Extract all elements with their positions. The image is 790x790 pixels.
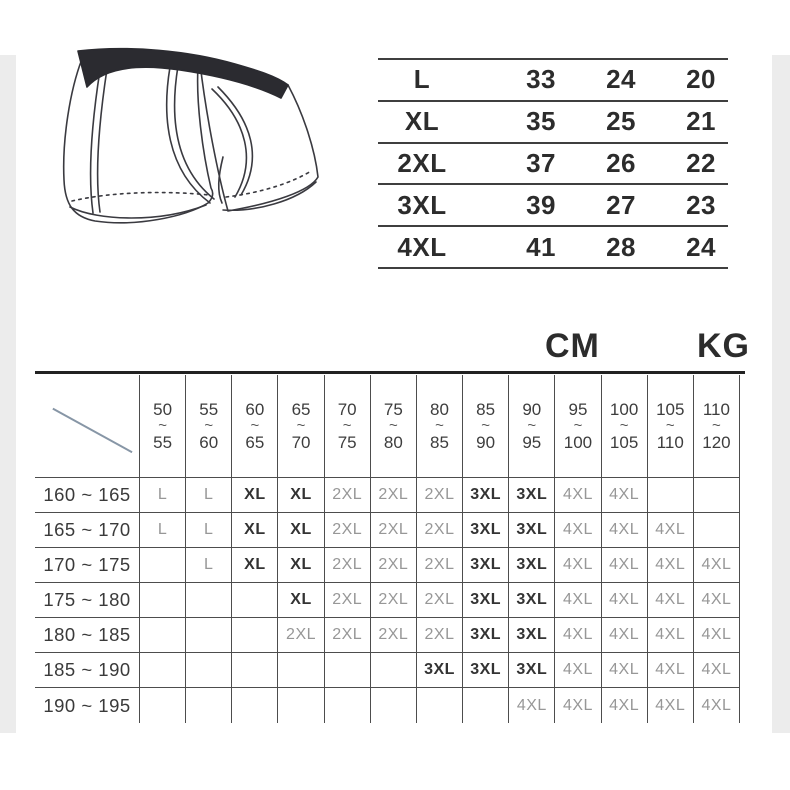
size-cell: XL [278,583,324,618]
weight-value: 50 [153,399,173,419]
size-cell: 4XL [602,618,648,653]
size-cell [186,688,232,723]
size-cell: 2XL [417,513,463,548]
weight-value: 95 [522,433,542,453]
size-cell: 4XL [555,513,601,548]
measurement-value: 22 [686,147,716,178]
size-cell: 4XL [555,548,601,583]
size-cell [232,653,278,688]
height-range-label: 190 ~ 195 [35,688,140,723]
size-cell: L [186,478,232,513]
size-cell: 2XL [417,548,463,583]
size-cell [140,583,186,618]
size-cell [371,653,417,688]
weight-range-header [694,375,740,478]
weight-value: 120 [702,433,731,453]
weight-value: 75 [337,433,357,453]
weight-value: 110 [656,433,684,453]
weight-range-header [648,375,694,478]
size-cell: XL [232,513,278,548]
weight-value: ~ [619,416,629,434]
size-cell: 4XL [555,618,601,653]
section-divider-line [35,371,745,374]
size-cell: 4XL [648,653,694,688]
size-cell: 4XL [602,653,648,688]
size-cell: 3XL [417,653,463,688]
weight-range-header [278,375,324,478]
measurement-value: 24 [606,64,636,95]
height-range-label: 180 ~ 185 [35,618,140,653]
size-cell: 3XL [509,548,555,583]
size-label: 2XL [397,147,447,178]
size-cell: 2XL [325,513,371,548]
size-cell: 4XL [602,548,648,583]
weight-value: ~ [665,416,675,434]
weight-value: ~ [342,416,352,434]
measurement-value: 20 [686,64,716,95]
diagonal-line [35,375,139,477]
weight-value: ~ [250,416,260,434]
weight-range-header [417,375,463,478]
size-label: XL [404,106,440,137]
size-cell: 3XL [509,653,555,688]
size-cell: 4XL [648,513,694,548]
size-cell: 4XL [648,548,694,583]
size-cell [140,653,186,688]
size-cell: 2XL [417,618,463,653]
weight-range-header [463,375,509,478]
spec-table-row [378,185,728,227]
weight-value: 100 [563,433,593,453]
right-gray-strip [772,55,790,733]
weight-range-header [509,375,555,478]
size-label: 3XL [397,189,447,220]
size-cell: 2XL [325,583,371,618]
size-cell [648,478,694,513]
weight-value: 65 [245,433,265,453]
size-cell [186,618,232,653]
weight-range-header [232,375,278,478]
weight-range-header [186,375,232,478]
size-cell: 4XL [602,688,648,723]
size-cell: 2XL [371,513,417,548]
weight-range-header [371,375,417,478]
size-cell: 4XL [648,618,694,653]
size-cell: 3XL [463,618,509,653]
weight-value: 100 [609,399,639,419]
weight-value: 80 [430,399,449,419]
size-cell [694,478,740,513]
weight-value: 70 [337,399,357,419]
weight-value: ~ [158,416,167,434]
size-cell: 2XL [417,478,463,513]
size-label: L [413,64,431,95]
spec-table-row [378,227,728,269]
measurement-value: 33 [526,64,556,95]
weight-value: 60 [199,433,219,453]
size-cell [325,653,371,688]
weight-value: 95 [568,399,588,419]
weight-value: ~ [435,416,444,434]
weight-range-header [555,375,601,478]
size-cell: 3XL [509,513,555,548]
weight-value: 110 [702,399,730,419]
size-cell: 2XL [325,548,371,583]
measurement-value: 35 [526,106,556,137]
weight-value: 80 [383,433,403,453]
size-cell [186,653,232,688]
measurement-value: 41 [526,231,556,262]
measurement-value: 25 [606,106,636,137]
size-cell: 3XL [463,583,509,618]
size-cell [325,688,371,723]
size-cell [278,653,324,688]
measurement-value: 24 [686,231,716,262]
weight-value: 105 [609,433,639,453]
size-cell [186,583,232,618]
measurement-value: 21 [686,106,716,137]
measurement-value: 23 [686,189,716,220]
weight-value: ~ [712,416,721,434]
size-cell: 3XL [509,618,555,653]
weight-value: 55 [199,399,219,419]
size-cell: 4XL [555,478,601,513]
measurement-value: 37 [526,147,556,178]
size-cell: 2XL [417,583,463,618]
size-cell [463,688,509,723]
size-cell [140,548,186,583]
size-cell: 2XL [371,478,417,513]
size-cell: XL [278,548,324,583]
weight-value: 105 [656,399,685,419]
size-cell: 4XL [509,688,555,723]
height-range-label: 165 ~ 170 [35,513,140,548]
weight-value: ~ [388,416,398,434]
size-cell: XL [232,478,278,513]
measurement-value: 28 [606,231,636,262]
weight-value: ~ [204,416,214,434]
size-cell [694,513,740,548]
size-cell: 4XL [602,513,648,548]
size-cell: 4XL [555,688,601,723]
measurement-value: 27 [606,189,636,220]
weight-range-header [140,375,186,478]
boxer-briefs-drawing [60,45,330,240]
measurement-value: 26 [606,147,636,178]
size-cell: XL [232,548,278,583]
weight-value: 65 [291,399,311,419]
size-cell: XL [278,513,324,548]
height-range-label: 175 ~ 180 [35,583,140,618]
size-cell: 2XL [371,583,417,618]
size-cell [232,583,278,618]
height-range-label: 160 ~ 165 [35,478,140,513]
size-cell: 4XL [602,583,648,618]
weight-value: ~ [481,416,491,434]
size-cell [232,618,278,653]
weight-value: 60 [245,399,265,419]
weight-range-header [325,375,371,478]
size-cell: 2XL [325,618,371,653]
weight-value: 90 [522,399,542,419]
height-range-label: 170 ~ 175 [35,548,140,583]
size-cell: 4XL [694,583,740,618]
size-cell [417,688,463,723]
size-label: 4XL [397,231,447,262]
weight-value: ~ [296,416,306,434]
size-cell: 4XL [694,548,740,583]
size-cell [232,688,278,723]
size-cell: 4XL [694,653,740,688]
size-cell: L [140,513,186,548]
size-cell: 2XL [371,618,417,653]
size-cell: 4XL [648,688,694,723]
size-cell: 3XL [463,548,509,583]
size-cell: 4XL [602,478,648,513]
spec-table [378,58,728,269]
size-cell [140,618,186,653]
left-gray-strip [0,55,16,733]
measurement-value: 39 [526,189,556,220]
size-cell: 3XL [509,583,555,618]
size-cell: XL [278,478,324,513]
size-cell: L [186,548,232,583]
spec-table-row [378,102,728,144]
size-cell [140,688,186,723]
height-unit-label: CM [545,327,600,365]
size-cell: L [186,513,232,548]
weight-value: ~ [573,416,583,434]
size-chart-table [35,375,740,723]
size-cell: 3XL [463,478,509,513]
size-cell: 4XL [648,583,694,618]
size-cell: 2XL [371,548,417,583]
size-cell: L [140,478,186,513]
size-cell [278,688,324,723]
weight-value: 85 [476,399,496,419]
weight-value: 85 [430,433,449,453]
weight-value: 90 [476,433,496,453]
size-cell: 4XL [555,653,601,688]
size-cell: 4XL [694,618,740,653]
size-cell: 3XL [463,513,509,548]
size-cell: 3XL [509,478,555,513]
weight-value: 70 [291,433,311,453]
size-cell: 3XL [463,653,509,688]
height-range-label: 185 ~ 190 [35,653,140,688]
corner-cell [35,375,140,478]
size-cell: 2XL [325,478,371,513]
weight-value: 55 [153,433,173,453]
weight-range-header [602,375,648,478]
size-cell: 4XL [555,583,601,618]
weight-value: 75 [383,399,403,419]
weight-value: ~ [527,416,537,434]
size-cell: 2XL [278,618,324,653]
spec-table-row [378,60,728,102]
size-cell [371,688,417,723]
size-cell: 4XL [694,688,740,723]
spec-table-row [378,144,728,186]
weight-unit-label: KG [697,327,750,365]
boxer-briefs-illustration [60,45,330,240]
